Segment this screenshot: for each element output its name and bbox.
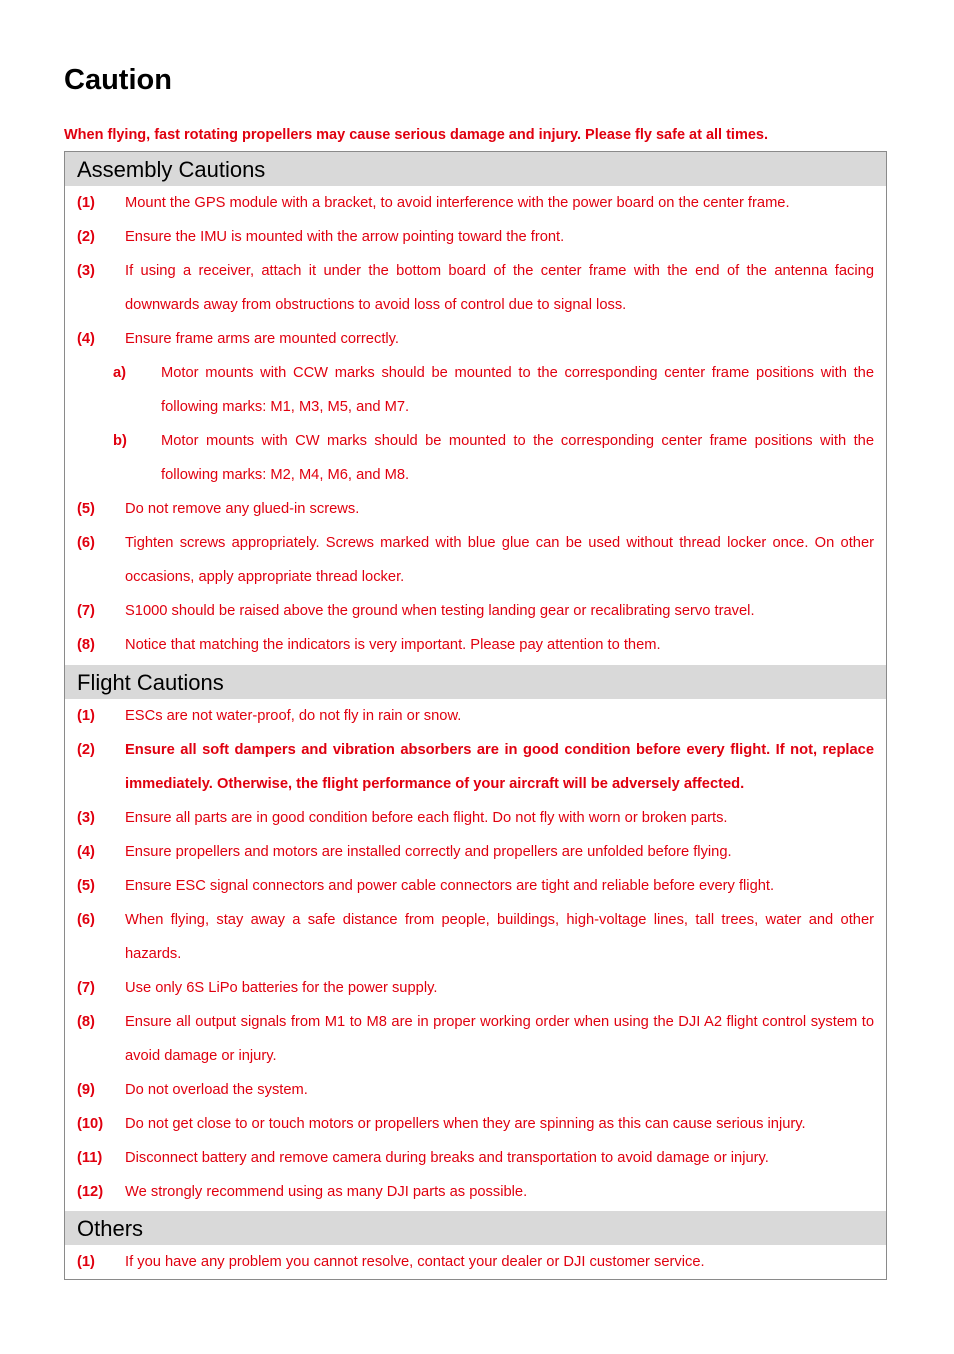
section-heading: Flight Cautions (65, 665, 886, 699)
item-text: Ensure frame arms are mounted correctly. (125, 331, 399, 347)
item-number: (1) (77, 708, 95, 724)
list-item (65, 1005, 886, 1073)
item-text: Ensure the IMU is mounted with the arrow pointing toward the front. (125, 229, 565, 245)
item-text: Notice that matching the indicators is very important. Please pay attention to them. (125, 637, 661, 653)
item-text: Mount the GPS module with a bracket, to avoid interference with the power board on the center frame. (125, 195, 790, 211)
sub-list-item (65, 356, 886, 424)
list-item (65, 869, 886, 903)
list-item (65, 628, 886, 662)
item-number: (2) (77, 229, 95, 245)
page-title: Caution (64, 64, 172, 96)
item-text: S1000 should be raised above the ground when testing landing gear or recalibrating servo travel. (125, 603, 755, 619)
item-number: (2) (77, 742, 95, 758)
list-item (65, 594, 886, 628)
item-text: Ensure all parts are in good condition before each flight. Do not fly with worn or broken parts. (125, 810, 728, 826)
item-number: (10) (77, 1116, 104, 1132)
list-item (65, 526, 886, 594)
list-item (65, 903, 886, 971)
item-number: (5) (77, 878, 95, 894)
list-item (65, 699, 886, 733)
item-number: (6) (77, 535, 95, 551)
item-text: Motor mounts with CW marks should be mounted to the corresponding center frame positions with the following marks: M2, M4, M6, and M8. (161, 433, 874, 483)
item-text: Ensure propellers and motors are installed correctly and propellers are unfolded before flying. (125, 844, 732, 860)
item-number: a) (113, 365, 127, 381)
section-heading: Assembly Cautions (65, 152, 886, 186)
flight-cautions-section (65, 665, 886, 1209)
item-text: Do not overload the system. (125, 1082, 308, 1098)
list-item (65, 492, 886, 526)
item-text: Motor mounts with CCW marks should be mounted to the corresponding center frame positions with the following marks: M1, M3, M5, and M7. (161, 365, 874, 415)
assembly-cautions-section (65, 152, 886, 662)
list-item (65, 733, 886, 801)
item-text: If you have any problem you cannot resolve, contact your dealer or DJI customer service. (125, 1254, 705, 1270)
list-item (65, 1141, 886, 1175)
list-item (65, 1073, 886, 1107)
item-number: (8) (77, 1014, 95, 1030)
item-text: Ensure ESC signal connectors and power cable connectors are tight and reliable before every flight. (125, 878, 775, 894)
item-number: (8) (77, 637, 95, 653)
list-item (65, 1245, 886, 1279)
item-number: b) (113, 433, 127, 449)
flight-warning: When flying, fast rotating propellers may cause serious damage and injury. Please fly safe at all times. (64, 127, 769, 143)
others-section (65, 1211, 886, 1279)
item-text: Tighten screws appropriately. Screws marked with blue glue can be used without thread locker once. On other occasions, apply appropriate thread locker. (125, 535, 874, 585)
item-text: Do not get close to or touch motors or propellers when they are spinning as this can cause serious injury. (125, 1116, 806, 1132)
item-number: (11) (77, 1150, 103, 1166)
item-text: Disconnect battery and remove camera during breaks and transportation to avoid damage or injury. (125, 1150, 769, 1166)
list-item (65, 971, 886, 1005)
item-number: (7) (77, 980, 95, 996)
list-item (65, 1175, 886, 1209)
item-number: (4) (77, 844, 95, 860)
item-number: (3) (77, 263, 95, 279)
sub-list-item (65, 424, 886, 492)
list-item (65, 186, 886, 220)
item-number: (3) (77, 810, 95, 826)
item-number: (7) (77, 603, 95, 619)
item-text: We strongly recommend using as many DJI parts as possible. (125, 1184, 528, 1200)
item-text: Ensure all output signals from M1 to M8 are in proper working order when using the DJI A2 flight control system to avoid damage or injury. (125, 1014, 874, 1064)
list-item (65, 1107, 886, 1141)
item-number: (4) (77, 331, 95, 347)
item-text: ESCs are not water-proof, do not fly in rain or snow. (125, 708, 462, 724)
item-text: Do not remove any glued-in screws. (125, 501, 360, 517)
item-text: If using a receiver, attach it under the bottom board of the center frame with the end of the antenna facing downwards away from obstructions to avoid loss of control due to signal loss. (125, 263, 874, 313)
item-number: (1) (77, 1254, 95, 1270)
caution-table (64, 151, 887, 1280)
item-text: Ensure all soft dampers and vibration absorbers are in good condition before every flight. If not, replace immediately. Otherwise, the flight performance of your aircraft will be adversely affected. (125, 742, 874, 792)
list-item (65, 322, 886, 356)
list-item (65, 835, 886, 869)
list-item (65, 254, 886, 322)
item-number: (9) (77, 1082, 95, 1098)
item-text: When flying, stay away a safe distance from people, buildings, high-voltage lines, tall trees, water and other hazards. (125, 912, 874, 962)
list-item (65, 220, 886, 254)
item-number: (12) (77, 1184, 104, 1200)
item-number: (1) (77, 195, 95, 211)
item-text: Use only 6S LiPo batteries for the power supply. (125, 980, 438, 996)
list-item (65, 801, 886, 835)
item-number: (5) (77, 501, 95, 517)
item-number: (6) (77, 912, 95, 928)
section-heading: Others (65, 1211, 886, 1245)
